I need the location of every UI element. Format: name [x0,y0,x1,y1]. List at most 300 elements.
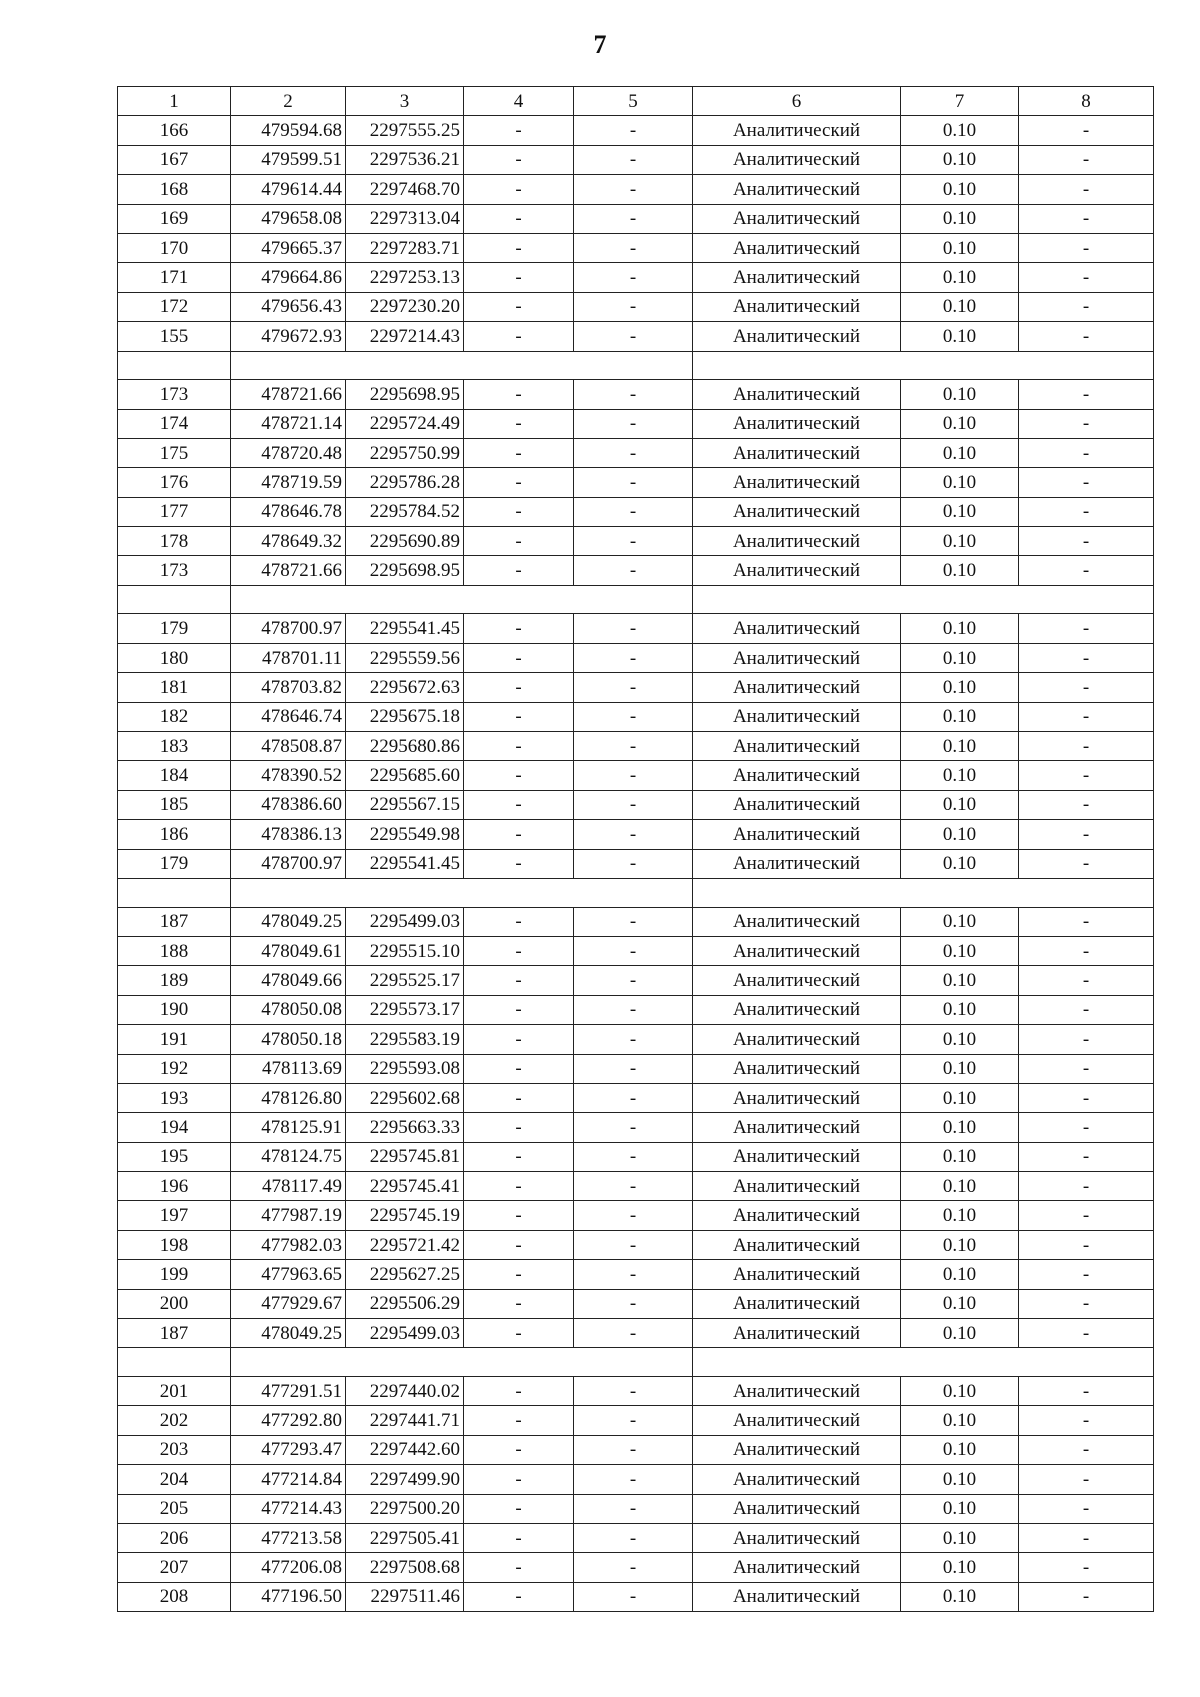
separator-row [118,1348,1154,1377]
x-coordinate: 477213.58 [231,1523,346,1552]
x-coordinate: 477291.51 [231,1377,346,1406]
col-8-value: - [1019,497,1154,526]
col-5-value: - [574,1201,693,1230]
col-8-value: - [1019,1406,1154,1435]
point-number: 169 [118,204,231,233]
accuracy: 0.10 [901,380,1019,409]
y-coordinate: 2295573.17 [346,995,464,1024]
point-number: 190 [118,995,231,1024]
table-row [118,673,1154,702]
col-4-value: - [464,702,574,731]
accuracy: 0.10 [901,1025,1019,1054]
column-header-5: 5 [574,87,693,116]
y-coordinate: 2295515.10 [346,936,464,965]
y-coordinate: 2295506.29 [346,1289,464,1318]
accuracy: 0.10 [901,1553,1019,1582]
col-4-value: - [464,790,574,819]
y-coordinate: 2295784.52 [346,497,464,526]
col-5-value: - [574,614,693,643]
col-8-value: - [1019,1230,1154,1259]
x-coordinate: 479594.68 [231,116,346,145]
method: Аналитический [693,233,901,262]
accuracy: 0.10 [901,1465,1019,1494]
col-5-value: - [574,1142,693,1171]
method: Аналитический [693,468,901,497]
separator-row [118,878,1154,907]
accuracy: 0.10 [901,175,1019,204]
col-4-value: - [464,1465,574,1494]
method: Аналитический [693,322,901,351]
method: Аналитический [693,1230,901,1259]
separator-cell [693,878,1154,907]
col-8-value: - [1019,1582,1154,1611]
method: Аналитический [693,1435,901,1464]
col-5-value: - [574,497,693,526]
col-8-value: - [1019,1201,1154,1230]
col-5-value: - [574,820,693,849]
accuracy: 0.10 [901,1289,1019,1318]
col-8-value: - [1019,438,1154,467]
col-5-value: - [574,966,693,995]
table-row [118,643,1154,672]
method: Аналитический [693,1172,901,1201]
x-coordinate: 478721.66 [231,556,346,585]
point-number: 180 [118,643,231,672]
accuracy: 0.10 [901,732,1019,761]
x-coordinate: 479665.37 [231,233,346,262]
col-5-value: - [574,1582,693,1611]
method: Аналитический [693,966,901,995]
method: Аналитический [693,175,901,204]
col-8-value: - [1019,1142,1154,1171]
col-5-value: - [574,790,693,819]
col-4-value: - [464,292,574,321]
col-4-value: - [464,1406,574,1435]
point-number: 173 [118,380,231,409]
method: Аналитический [693,702,901,731]
table-row [118,702,1154,731]
col-4-value: - [464,233,574,262]
method: Аналитический [693,1113,901,1142]
point-number: 167 [118,145,231,174]
col-5-value: - [574,732,693,761]
col-5-value: - [574,380,693,409]
col-4-value: - [464,1377,574,1406]
x-coordinate: 477982.03 [231,1230,346,1259]
col-8-value: - [1019,556,1154,585]
y-coordinate: 2295541.45 [346,849,464,878]
method: Аналитический [693,116,901,145]
table-row [118,1523,1154,1552]
y-coordinate: 2297511.46 [346,1582,464,1611]
method: Аналитический [693,1083,901,1112]
x-coordinate: 477987.19 [231,1201,346,1230]
col-5-value: - [574,1230,693,1259]
point-number: 173 [118,556,231,585]
y-coordinate: 2295680.86 [346,732,464,761]
separator-cell [231,585,693,614]
point-number: 195 [118,1142,231,1171]
y-coordinate: 2295499.03 [346,1319,464,1348]
point-number: 202 [118,1406,231,1435]
y-coordinate: 2295525.17 [346,966,464,995]
x-coordinate: 478646.78 [231,497,346,526]
point-number: 179 [118,614,231,643]
col-5-value: - [574,1083,693,1112]
col-5-value: - [574,1435,693,1464]
col-8-value: - [1019,936,1154,965]
y-coordinate: 2295745.41 [346,1172,464,1201]
y-coordinate: 2297440.02 [346,1377,464,1406]
accuracy: 0.10 [901,1083,1019,1112]
table-row [118,497,1154,526]
method: Аналитический [693,614,901,643]
point-number: 192 [118,1054,231,1083]
col-8-value: - [1019,614,1154,643]
accuracy: 0.10 [901,116,1019,145]
coordinates-table [117,86,1154,1612]
col-4-value: - [464,761,574,790]
accuracy: 0.10 [901,702,1019,731]
point-number: 181 [118,673,231,702]
accuracy: 0.10 [901,966,1019,995]
table-row [118,1582,1154,1611]
col-8-value: - [1019,1113,1154,1142]
x-coordinate: 478703.82 [231,673,346,702]
x-coordinate: 478721.14 [231,409,346,438]
column-header-7: 7 [901,87,1019,116]
point-number: 166 [118,116,231,145]
y-coordinate: 2295672.63 [346,673,464,702]
accuracy: 0.10 [901,849,1019,878]
y-coordinate: 2297468.70 [346,175,464,204]
y-coordinate: 2297500.20 [346,1494,464,1523]
col-8-value: - [1019,1289,1154,1318]
col-4-value: - [464,1142,574,1171]
col-5-value: - [574,1172,693,1201]
col-4-value: - [464,1289,574,1318]
y-coordinate: 2297536.21 [346,145,464,174]
point-number: 189 [118,966,231,995]
y-coordinate: 2297214.43 [346,322,464,351]
col-4-value: - [464,1260,574,1289]
x-coordinate: 478390.52 [231,761,346,790]
method: Аналитический [693,1142,901,1171]
col-5-value: - [574,1113,693,1142]
col-5-value: - [574,1553,693,1582]
accuracy: 0.10 [901,820,1019,849]
col-4-value: - [464,732,574,761]
point-number: 179 [118,849,231,878]
table-row [118,936,1154,965]
col-4-value: - [464,1523,574,1552]
method: Аналитический [693,673,901,702]
column-header-6: 6 [693,87,901,116]
point-number: 199 [118,1260,231,1289]
point-number: 208 [118,1582,231,1611]
y-coordinate: 2297253.13 [346,263,464,292]
x-coordinate: 477214.43 [231,1494,346,1523]
table-row [118,1289,1154,1318]
x-coordinate: 478720.48 [231,438,346,467]
col-4-value: - [464,175,574,204]
table-row [118,1494,1154,1523]
x-coordinate: 478049.66 [231,966,346,995]
x-coordinate: 477214.84 [231,1465,346,1494]
table-row [118,1025,1154,1054]
method: Аналитический [693,1465,901,1494]
accuracy: 0.10 [901,1319,1019,1348]
method: Аналитический [693,1406,901,1435]
col-5-value: - [574,1025,693,1054]
point-number: 186 [118,820,231,849]
col-4-value: - [464,380,574,409]
point-number: 196 [118,1172,231,1201]
col-5-value: - [574,761,693,790]
col-4-value: - [464,497,574,526]
col-8-value: - [1019,907,1154,936]
col-4-value: - [464,204,574,233]
point-number: 176 [118,468,231,497]
col-8-value: - [1019,204,1154,233]
col-8-value: - [1019,527,1154,556]
col-8-value: - [1019,761,1154,790]
col-5-value: - [574,556,693,585]
point-number: 205 [118,1494,231,1523]
accuracy: 0.10 [901,527,1019,556]
col-5-value: - [574,468,693,497]
col-8-value: - [1019,145,1154,174]
col-5-value: - [574,527,693,556]
table-row [118,1465,1154,1494]
y-coordinate: 2297441.71 [346,1406,464,1435]
method: Аналитический [693,497,901,526]
x-coordinate: 477292.80 [231,1406,346,1435]
col-4-value: - [464,995,574,1024]
col-5-value: - [574,1494,693,1523]
column-header-2: 2 [231,87,346,116]
method: Аналитический [693,1025,901,1054]
accuracy: 0.10 [901,614,1019,643]
accuracy: 0.10 [901,1142,1019,1171]
accuracy: 0.10 [901,1113,1019,1142]
col-4-value: - [464,1494,574,1523]
accuracy: 0.10 [901,468,1019,497]
separator-cell [118,1348,231,1377]
table-row [118,204,1154,233]
col-5-value: - [574,1260,693,1289]
x-coordinate: 478646.74 [231,702,346,731]
accuracy: 0.10 [901,936,1019,965]
method: Аналитический [693,1260,901,1289]
accuracy: 0.10 [901,322,1019,351]
x-coordinate: 478386.60 [231,790,346,819]
point-number: 198 [118,1230,231,1259]
x-coordinate: 477196.50 [231,1582,346,1611]
col-8-value: - [1019,233,1154,262]
column-header-4: 4 [464,87,574,116]
table-body [118,116,1154,1612]
accuracy: 0.10 [901,1201,1019,1230]
accuracy: 0.10 [901,556,1019,585]
col-4-value: - [464,673,574,702]
table-row [118,1083,1154,1112]
col-5-value: - [574,1319,693,1348]
table-row [118,614,1154,643]
x-coordinate: 478049.25 [231,907,346,936]
col-8-value: - [1019,673,1154,702]
separator-cell [231,1348,693,1377]
col-4-value: - [464,556,574,585]
col-8-value: - [1019,1319,1154,1348]
method: Аналитический [693,204,901,233]
col-8-value: - [1019,1435,1154,1464]
point-number: 171 [118,263,231,292]
point-number: 207 [118,1553,231,1582]
x-coordinate: 479664.86 [231,263,346,292]
table-row [118,1319,1154,1348]
table-row [118,438,1154,467]
col-4-value: - [464,1435,574,1464]
y-coordinate: 2295567.15 [346,790,464,819]
col-4-value: - [464,1582,574,1611]
x-coordinate: 478049.61 [231,936,346,965]
point-number: 204 [118,1465,231,1494]
method: Аналитический [693,1377,901,1406]
x-coordinate: 478700.97 [231,614,346,643]
point-number: 155 [118,322,231,351]
separator-row [118,585,1154,614]
x-coordinate: 478701.11 [231,643,346,672]
y-coordinate: 2297442.60 [346,1435,464,1464]
y-coordinate: 2297505.41 [346,1523,464,1552]
x-coordinate: 478719.59 [231,468,346,497]
table-row [118,1230,1154,1259]
col-5-value: - [574,995,693,1024]
separator-row [118,351,1154,380]
y-coordinate: 2295698.95 [346,380,464,409]
table-row [118,263,1154,292]
method: Аналитический [693,849,901,878]
col-8-value: - [1019,1494,1154,1523]
x-coordinate: 478126.80 [231,1083,346,1112]
col-4-value: - [464,1054,574,1083]
table-row [118,1553,1154,1582]
separator-cell [693,585,1154,614]
method: Аналитический [693,907,901,936]
table-row [118,995,1154,1024]
table-row [118,1260,1154,1289]
column-header-1: 1 [118,87,231,116]
method: Аналитический [693,936,901,965]
col-5-value: - [574,175,693,204]
x-coordinate: 477206.08 [231,1553,346,1582]
method: Аналитический [693,1319,901,1348]
col-5-value: - [574,936,693,965]
accuracy: 0.10 [901,263,1019,292]
table-row [118,116,1154,145]
col-5-value: - [574,907,693,936]
col-5-value: - [574,1289,693,1318]
col-4-value: - [464,145,574,174]
col-4-value: - [464,966,574,995]
x-coordinate: 477929.67 [231,1289,346,1318]
col-4-value: - [464,936,574,965]
point-number: 206 [118,1523,231,1552]
y-coordinate: 2295559.56 [346,643,464,672]
col-5-value: - [574,1054,693,1083]
method: Аналитический [693,409,901,438]
col-4-value: - [464,322,574,351]
col-8-value: - [1019,790,1154,819]
col-8-value: - [1019,1260,1154,1289]
point-number: 182 [118,702,231,731]
accuracy: 0.10 [901,1406,1019,1435]
accuracy: 0.10 [901,643,1019,672]
y-coordinate: 2297313.04 [346,204,464,233]
method: Аналитический [693,1201,901,1230]
accuracy: 0.10 [901,204,1019,233]
col-8-value: - [1019,849,1154,878]
table-row [118,1142,1154,1171]
col-8-value: - [1019,820,1154,849]
col-8-value: - [1019,1377,1154,1406]
x-coordinate: 478050.18 [231,1025,346,1054]
method: Аналитический [693,1289,901,1318]
table-row [118,292,1154,321]
method: Аналитический [693,1494,901,1523]
accuracy: 0.10 [901,233,1019,262]
col-4-value: - [464,1172,574,1201]
point-number: 188 [118,936,231,965]
point-number: 168 [118,175,231,204]
col-8-value: - [1019,175,1154,204]
point-number: 185 [118,790,231,819]
page-number: 7 [593,30,607,59]
col-4-value: - [464,1113,574,1142]
y-coordinate: 2297283.71 [346,233,464,262]
method: Аналитический [693,643,901,672]
col-8-value: - [1019,322,1154,351]
accuracy: 0.10 [901,995,1019,1024]
method: Аналитический [693,292,901,321]
y-coordinate: 2295745.81 [346,1142,464,1171]
separator-cell [118,878,231,907]
x-coordinate: 478117.49 [231,1172,346,1201]
method: Аналитический [693,1054,901,1083]
col-4-value: - [464,468,574,497]
y-coordinate: 2295583.19 [346,1025,464,1054]
method: Аналитический [693,380,901,409]
col-8-value: - [1019,1465,1154,1494]
point-number: 187 [118,907,231,936]
table-row [118,233,1154,262]
accuracy: 0.10 [901,1172,1019,1201]
x-coordinate: 478050.08 [231,995,346,1024]
table-row [118,966,1154,995]
accuracy: 0.10 [901,438,1019,467]
accuracy: 0.10 [901,1260,1019,1289]
method: Аналитический [693,761,901,790]
accuracy: 0.10 [901,1435,1019,1464]
col-4-value: - [464,907,574,936]
x-coordinate: 478649.32 [231,527,346,556]
point-number: 184 [118,761,231,790]
col-4-value: - [464,116,574,145]
col-8-value: - [1019,966,1154,995]
y-coordinate: 2295690.89 [346,527,464,556]
table-row [118,820,1154,849]
